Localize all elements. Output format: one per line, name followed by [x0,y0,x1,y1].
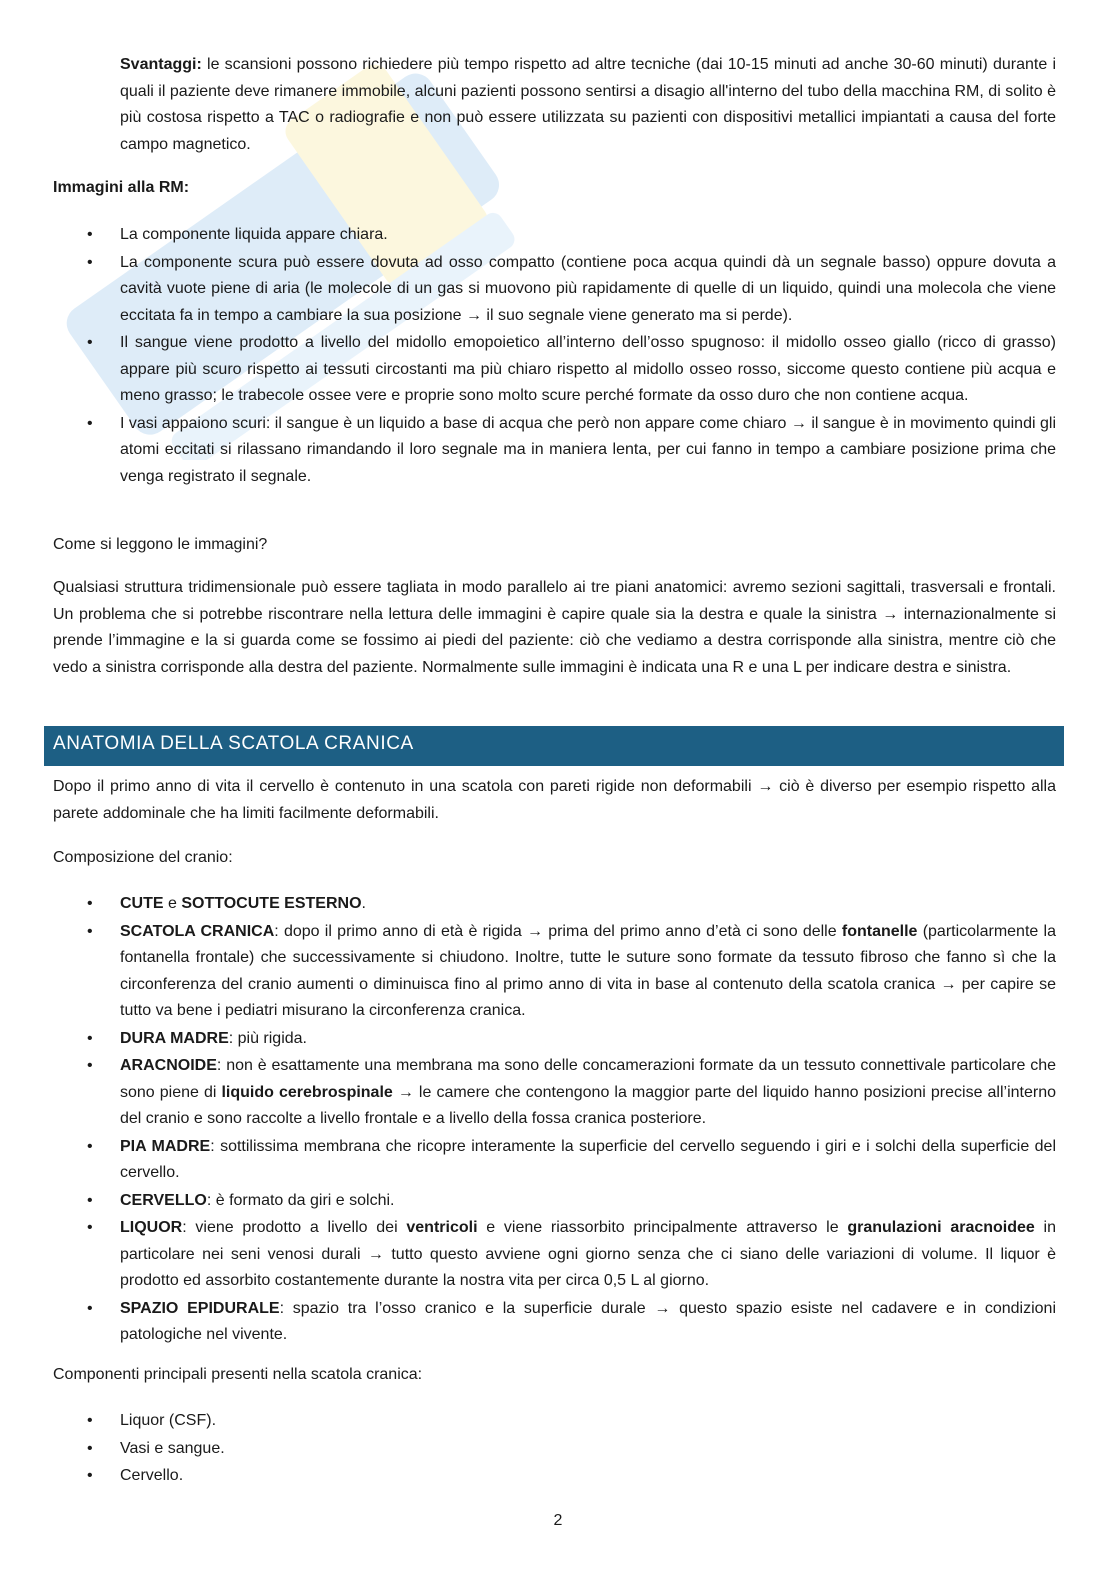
list-item: • Liquor (CSF). [53,1408,1056,1435]
svantaggi-text: le scansioni possono richiedere più tempo rispetto ad altre tecniche (dai 10-15 minuti ad anche 30-60 minuti) durante i quali il paziente deve rimanere immobile, alcuni pazienti possono sentirsi a disagio all'interno del tubo della macchina RM, di solito è più costosa rispetto a TAC o radiografie e non può essere utilizzata su pazienti con dispositivi metallici impiantati a causa del forte campo magnetico. [120,56,1056,153]
list-item: • I vasi appaiono scuri: il sangue è un liquido a base di acqua che però non appare come chiaro → il sangue è in movimento quindi gli atomi eccitati si rilassano rimandando il loro segnale ma in maniera lenta, per cui fanno in tempo a cambiare posizione prima che venga registrato il segnale. [53,411,1056,491]
page-number: 2 [553,1512,563,1529]
immagini-rm-list [53,222,1056,491]
list-item: • CERVELLO: è formato da giri e solchi. [53,1188,1056,1215]
componenti-heading: Componenti principali presenti nella scatola cranica: [53,1366,423,1383]
svantaggi-label: Svantaggi: [120,56,202,73]
svantaggi-paragraph [120,52,1056,158]
list-item: • Vasi e sangue. [53,1436,1056,1463]
list-item: • La componente liquida appare chiara. [53,222,1056,249]
composizione-list [53,891,1056,1350]
list-item: • SCATOLA CRANICA: dopo il primo anno di età è rigida → prima del primo anno d’età ci sono delle fontanelle (particolarmente la fontanella frontale) che successivamente si chiudono. Inoltre, tutte le suture sono formate da tessuto fibroso che fanno sì che la circonferenza del cranio aumenti o diminuisca fino al primo anno di vita in base al contenuto della scatola cranica → per capire se tutto va bene i pediatri misurano la circonferenza cranica. [53,919,1056,1025]
composizione-heading: Composizione del cranio: [53,849,233,866]
componenti-list [53,1408,1056,1491]
lettura-question: Come si leggono le immagini? [53,536,268,553]
list-item: • CUTE e SOTTOCUTE ESTERNO. [53,891,1056,918]
list-item: • PIA MADRE: sottilissima membrana che ricopre interamente la superficie del cervello seguendo i giri e i solchi della superficie del cervello. [53,1134,1056,1187]
immagini-rm-heading: Immagini alla RM: [53,179,190,196]
lettura-paragraph: Qualsiasi struttura tridimensionale può essere tagliata in modo parallelo ai tre piani anatomici: avremo sezioni sagittali, trasversali e frontali. Un problema che si potrebbe riscontrare nella lettura delle immagini è capire quale sia la destra e quale la sinistra → internazionalmente si prende l’immagine e la si guarda come se fossimo ai piedi del paziente: ciò che vediamo a destra corrisponde alla sinistra, mentre ciò che vedo a sinistra corrisponde alla destra del paziente. Normalmente sulle immagini è indicata una R e una L per indicare destra e sinistra. [53,579,1056,676]
list-item: • Cervello. [53,1463,1056,1490]
list-item: • DURA MADRE: più rigida. [53,1026,1056,1053]
list-item: • SPAZIO EPIDURALE: spazio tra l’osso cranico e la superficie durale → questo spazio esiste nel cadavere e in condizioni patologiche nel vivente. [53,1296,1056,1349]
list-item: • LIQUOR: viene prodotto a livello dei ventricoli e viene riassorbito principalmente attraverso le granulazioni aracnoidee in particolare nei seni venosi durali → tutto questo avviene ogni giorno senza che ci siano delle variazioni di volume. Il liquor è prodotto ed assorbito costantemente durante la nostra vita per circa 0,5 L al giorno. [53,1215,1056,1295]
list-item: • Il sangue viene prodotto a livello del midollo emopoietico all’interno dell’osso spugnoso: il midollo osseo giallo (ricco di grasso) appare più scuro rispetto ai tessuti circostanti ma più chiaro rispetto al midollo osseo rosso, siccome questo contiene più acqua e meno grasso; le trabecole ossee vere e proprie sono molto scure perché formate da osso duro che non contiene acqua. [53,330,1056,410]
section-header [44,726,1064,766]
section-intro: Dopo il primo anno di vita il cervello è contenuto in una scatola con pareti rigide non deformabili → ciò è diverso per esempio rispetto alla parete addominale che ha limiti facilmente deformabili. [53,778,1056,822]
list-item: • ARACNOIDE: non è esattamente una membrana ma sono delle concamerazioni formate da un tessuto connettivale particolare che sono piene di liquido cerebrospinale → le camere che contengono la maggior parte del liquido hanno posizioni precise all’interno del cranio e sono raccolte a livello frontale e a livello della fossa cranica posteriore. [53,1053,1056,1133]
list-item: • La componente scura può essere dovuta ad osso compatto (contiene poca acqua quindi dà un segnale basso) oppure dovuta a cavità vuote piene di aria (le molecole di un gas si muovono più rapidamente di quelle di un liquido, quindi una molecola che viene eccitata fa in tempo a cambiare la sua posizione → il suo segnale viene generato ma si perde). [53,250,1056,330]
section-title: ANATOMIA DELLA SCATOLA CRANICA [53,733,414,754]
